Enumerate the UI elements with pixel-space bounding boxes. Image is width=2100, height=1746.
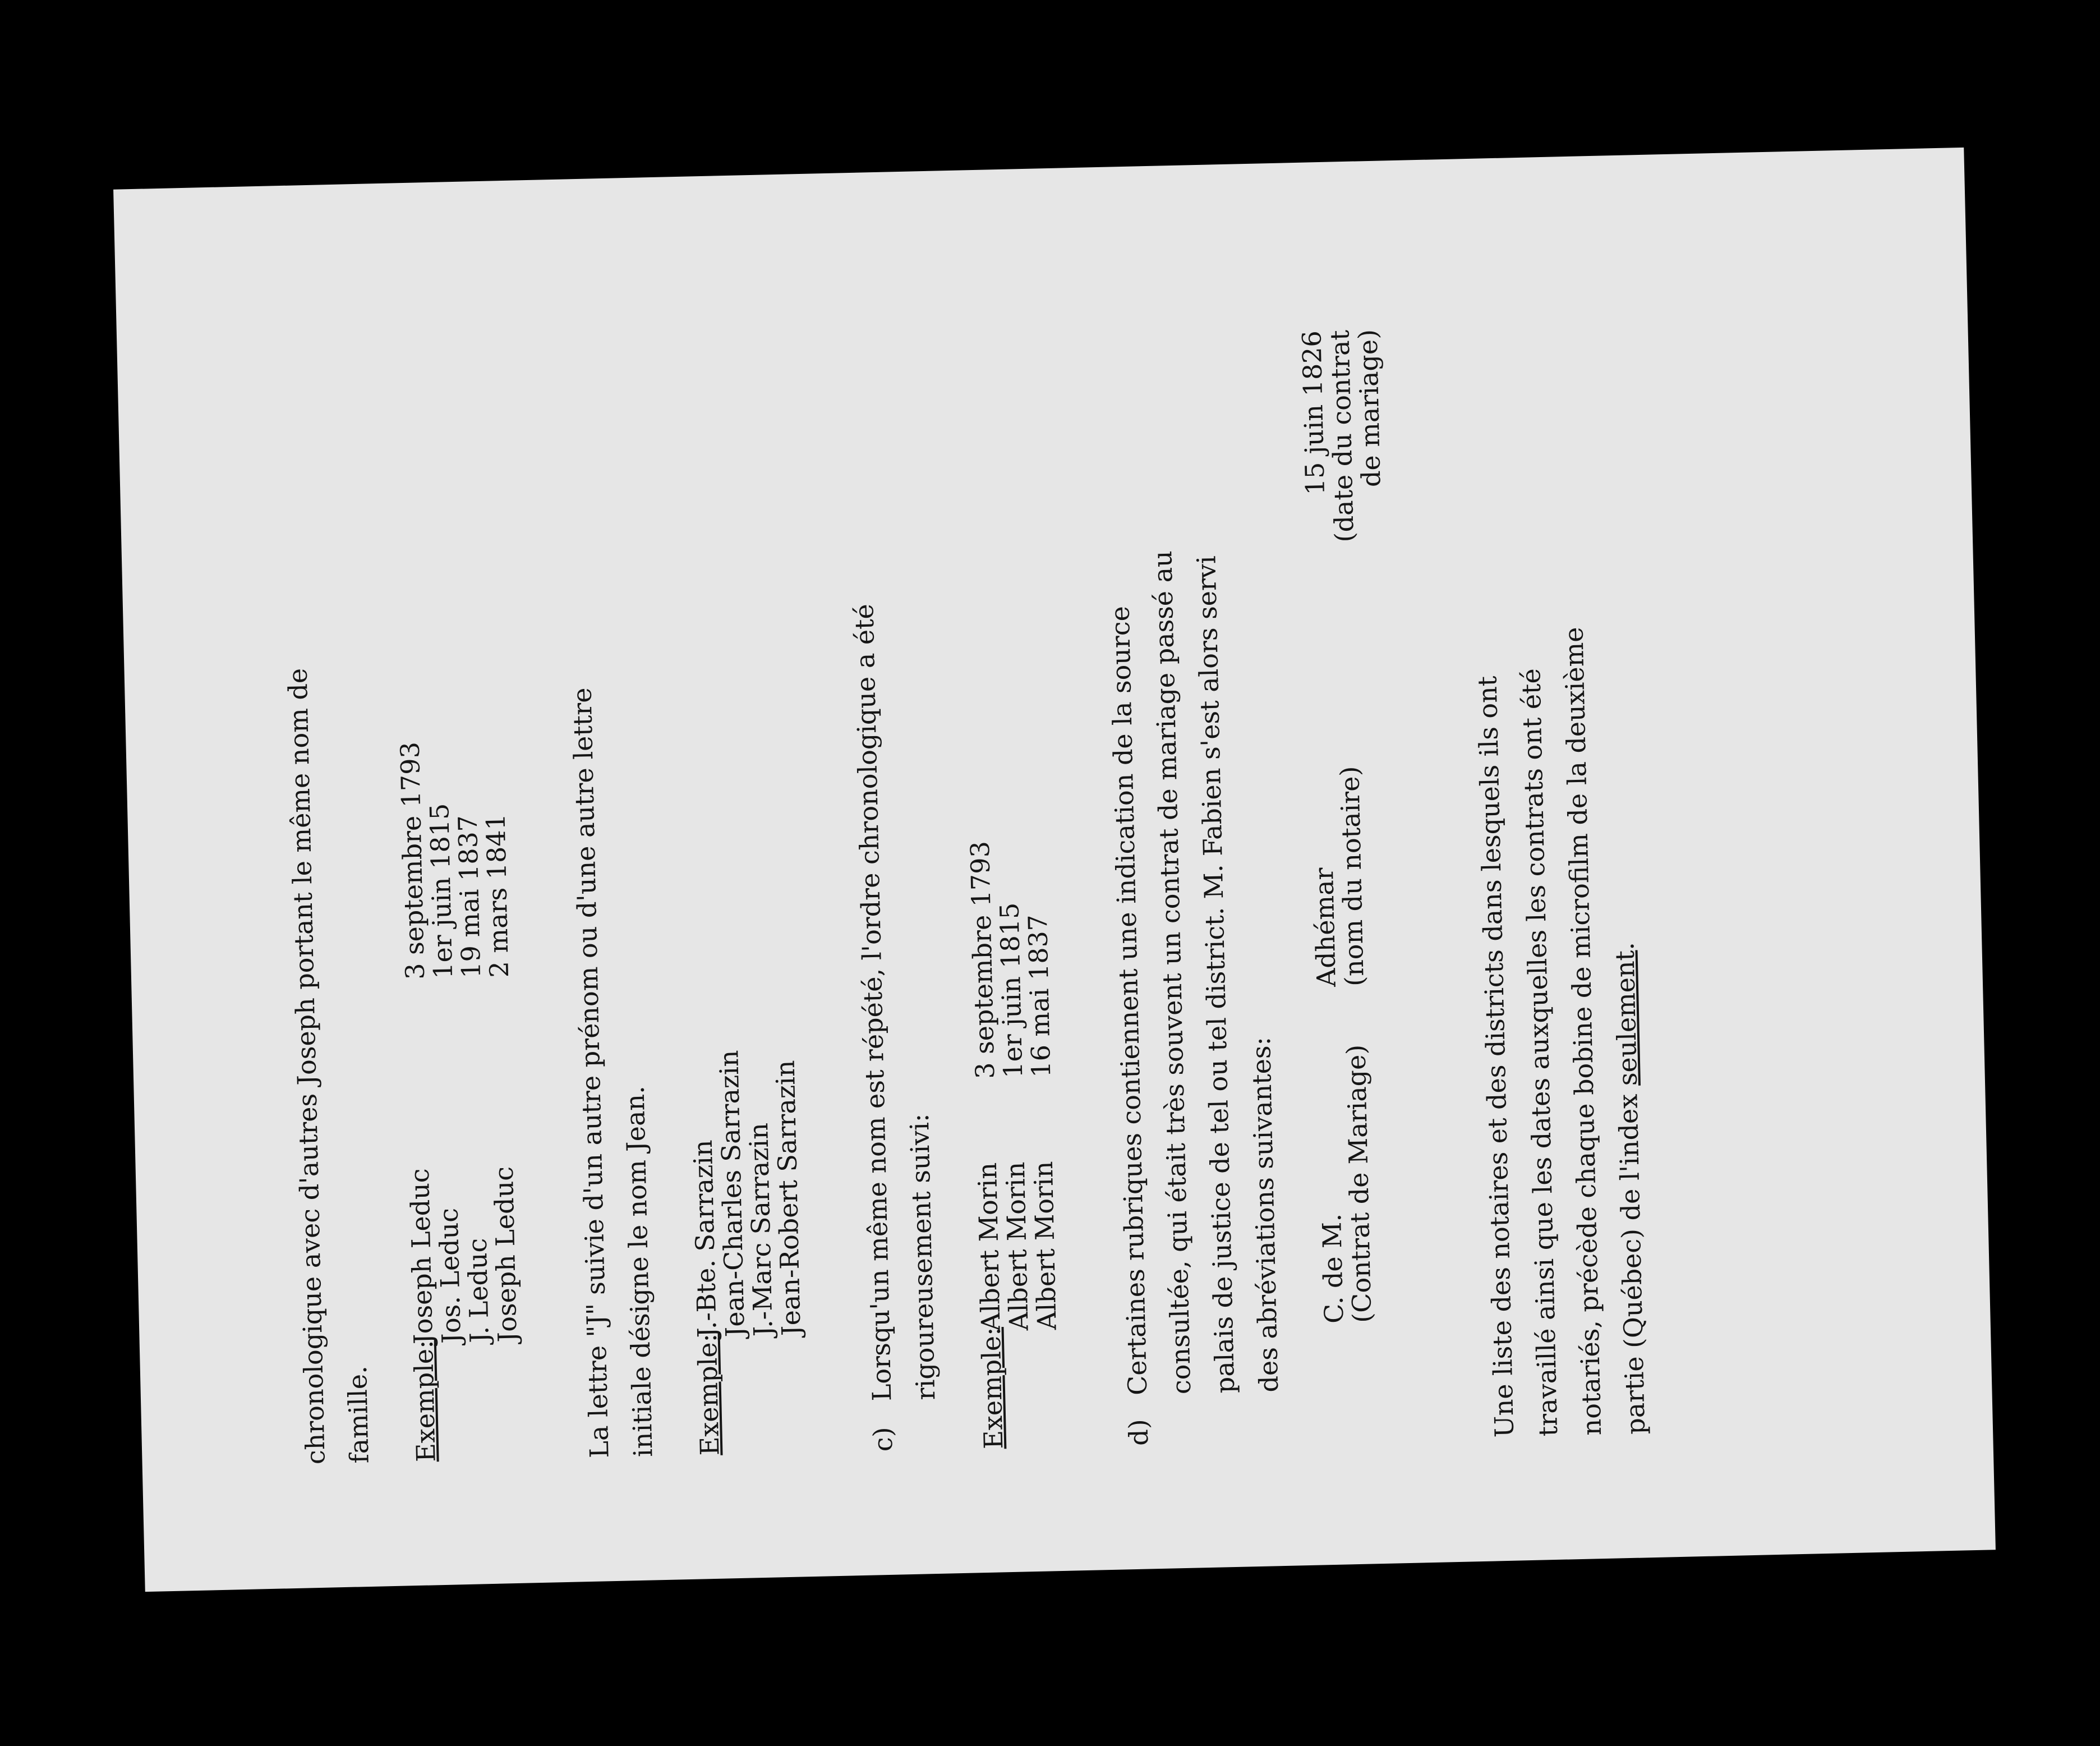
item-d [1092, 320, 1292, 1446]
abbreviation-date [1297, 329, 1388, 623]
abbreviation-notary [1304, 621, 1397, 987]
abbreviation-text: (Contrat de Mariage) [1341, 1044, 1378, 1324]
name-entry: Jos. Leduc [433, 1207, 467, 1344]
abbreviation-text: de mariage) [1352, 329, 1387, 488]
paragraph-line: Une liste des notaires et des districts dans lesquels ils ont [1472, 676, 1520, 1438]
text-span: . [1609, 941, 1640, 951]
abbreviation-text: Adhémar [1309, 867, 1342, 987]
name-entry: J.-Bte. Sarrazin [687, 1140, 722, 1338]
date-entry: 19 mai 1837 [452, 815, 487, 979]
paragraph-line: initiale désigne le nom Jean. [619, 1085, 658, 1458]
underlined-word: seulement [1609, 950, 1643, 1086]
name-entry: Albert Morin [1000, 1161, 1034, 1331]
item-marker: d) [1123, 1418, 1154, 1446]
date-entry: 2 mars 1841 [480, 813, 515, 978]
date-entry: 3 septembre 1793 [964, 840, 1001, 1079]
example-dates [394, 641, 514, 980]
name-entry: J. Leduc [462, 1238, 495, 1344]
paragraph-line: rigoureusement suivi: [904, 1113, 941, 1401]
name-entry: Joseph Leduc [404, 1168, 439, 1345]
example-label: Exemple: [692, 1333, 725, 1456]
name-entry: Albert Morin [1028, 1161, 1062, 1331]
example-names [971, 1077, 1061, 1331]
abbreviation-text: (nom du notaire) [1334, 766, 1370, 987]
example-names [401, 977, 522, 1344]
example-label: Exemple: [975, 1326, 1009, 1450]
name-entry: Albert Morin [971, 1162, 1006, 1332]
paragraph-line: Lorsqu'un même nom est répété, l'ordre chronologique a été [849, 603, 897, 1402]
paragraph-line: consultée, qui était très souvent un contrat de mariage passé au [1147, 550, 1197, 1395]
date-entry: 16 mai 1837 [1022, 914, 1057, 1078]
name-entry: Jean-Charles Sarrazin [713, 1050, 750, 1338]
name-entry: J.-Marc Sarrazin [743, 1122, 779, 1337]
document-page [113, 148, 1996, 1592]
paragraph-line: des abréviations suivantes: [1245, 1036, 1284, 1393]
name-entry: Jean-Robert Sarrazin [770, 1060, 807, 1336]
paragraph-line: travaillé ainsi que les dates auxquelles les contrats ont été [1516, 668, 1564, 1437]
paragraph-line: chronologique avec d'autres Joseph portant le même nom de [282, 668, 331, 1465]
date-entry: 1er juin 1815 [424, 803, 459, 980]
date-entry: 1er juin 1815 [994, 902, 1029, 1079]
paragraph-line: Certaines rubriques contiennent une indication de la source [1104, 605, 1153, 1396]
paragraph-line: palais de justice de tel ou tel district. M. Fabien s'est alors servi [1191, 555, 1241, 1394]
item-marker: c) [867, 1426, 899, 1452]
text-span: partie (Québec) de l'index [1613, 1085, 1651, 1435]
example-dates [964, 741, 1056, 1079]
date-entry: 3 septembre 1793 [394, 741, 431, 980]
abbreviation-text: C. de M. [1316, 1213, 1350, 1324]
name-entry: Joseph Leduc [488, 1166, 523, 1343]
rotated-text-block [268, 312, 1657, 1465]
paragraph-line: notariés, précède chaque bobine de microfilm de la deuxième [1558, 627, 1608, 1436]
example-names [685, 971, 805, 1338]
abbreviation-term [1312, 985, 1404, 1324]
paragraph-line: La lettre "J" suivie d'un autre prénom ou d'une autre lettre [567, 687, 615, 1459]
abbreviation-text: (date du contrat [1324, 329, 1360, 543]
abbreviation-text: 15 juin 1826 [1296, 330, 1330, 495]
paragraph-line: famille. [342, 1365, 375, 1464]
example-label: Exemple: [408, 1339, 441, 1463]
